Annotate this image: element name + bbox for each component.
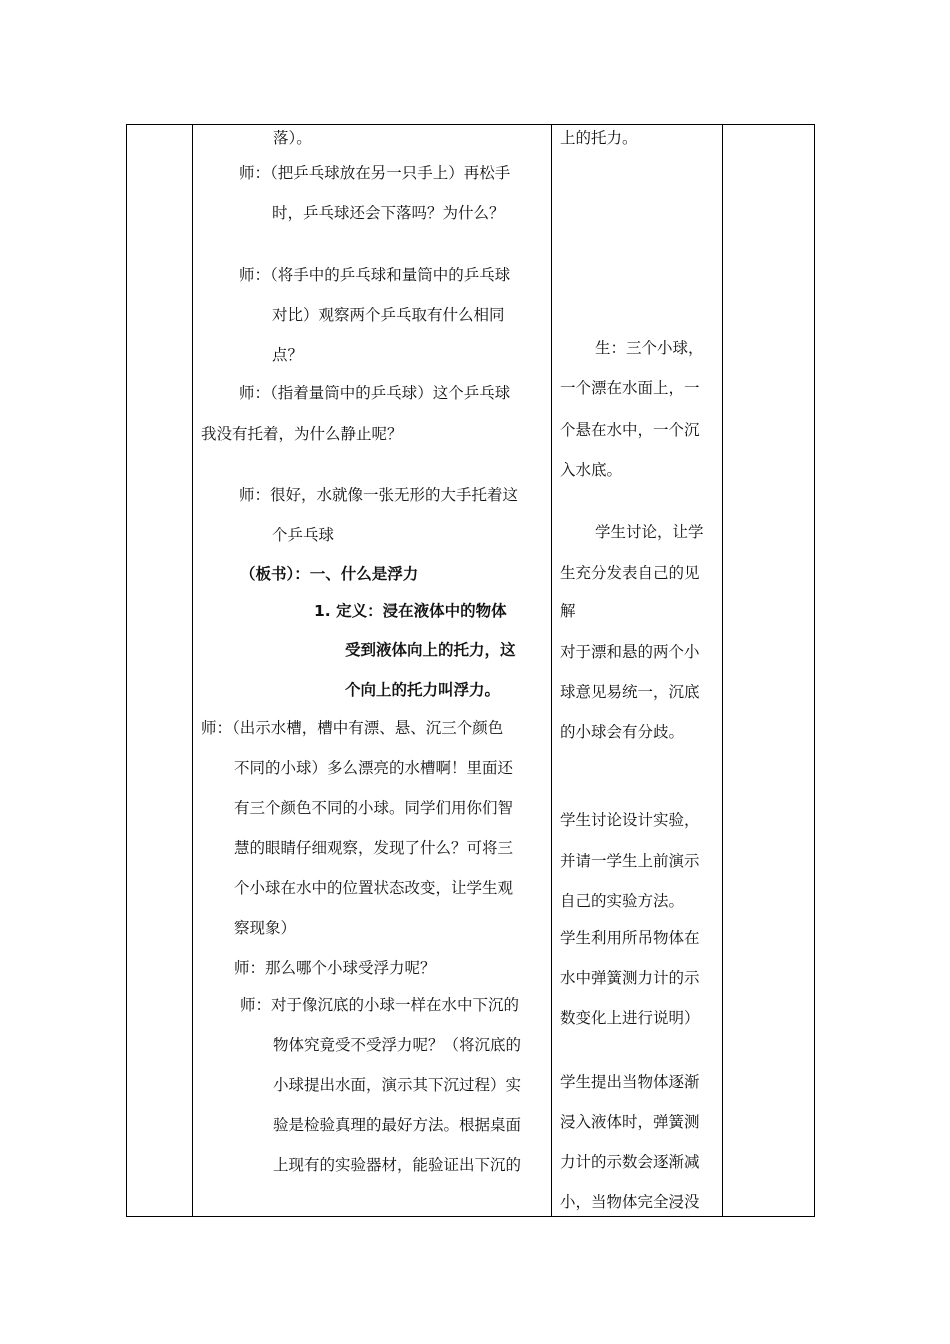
teacher-line: 小球提出水面，演示其下沉过程）实 (273, 1076, 522, 1094)
teacher-line: 师：那么哪个小球受浮力呢？ (234, 959, 436, 977)
student-line: 力计的示数会逐渐减 (560, 1153, 700, 1171)
student-line: 数变化上进行说明） (560, 1009, 700, 1027)
student-line: 水中弹簧测力计的示 (560, 969, 700, 987)
teacher-line: 验是检验真理的最好方法。根据桌面 (273, 1116, 522, 1134)
teacher-line: 上现有的实验器材，能验证出下沉的 (273, 1156, 522, 1174)
student-line: 学生讨论，让学 (595, 523, 704, 541)
teacher-line: 察现象） (234, 919, 297, 937)
teacher-line: 不同的小球）多么漂亮的水槽啊！里面还 (234, 759, 514, 777)
student-line: 对于漂和悬的两个小 (560, 643, 700, 661)
column-divider (551, 125, 552, 1216)
student-line: 生充分发表自己的见 (560, 564, 700, 582)
teacher-line: 师：对于像沉底的小球一样在水中下沉的 (240, 996, 520, 1014)
definition-line: 个向上的托力叫浮力。 (345, 681, 501, 699)
teacher-line: 师：很好，水就像一张无形的大手托着这 (239, 486, 519, 504)
student-line: 上的托力。 (560, 129, 638, 147)
teacher-line: 对比）观察两个乒乓取有什么相同 (272, 306, 505, 324)
student-line: 学生利用所吊物体在 (560, 929, 700, 947)
definition-line: 1. 定义：浸在液体中的物体 (314, 602, 507, 620)
teacher-line: 师：（出示水槽，槽中有漂、悬、沉三个颜色 (201, 719, 504, 737)
column-divider (192, 125, 193, 1216)
student-line: 一个漂在水面上，一 (560, 379, 700, 397)
student-line: 学生提出当物体逐渐 (560, 1073, 700, 1091)
student-line: 球意见易统一，沉底 (560, 683, 700, 701)
student-line: 个悬在水中，一个沉 (560, 421, 700, 439)
student-line: 并请一学生上前演示 (560, 852, 700, 870)
teacher-line: 物体究竟受不受浮力呢？（将沉底的 (273, 1036, 522, 1054)
teacher-line: 时，乒乓球还会下落吗？为什么？ (272, 204, 505, 222)
teacher-line: 落）。 (273, 129, 312, 147)
teacher-line: 师：（把乒乓球放在另一只手上）再松手 (239, 164, 511, 182)
board-heading: （板书）：一、什么是浮力 (240, 565, 419, 583)
student-line: 解 (560, 602, 576, 620)
teacher-line: 师：（将手中的乒乓球和量筒中的乒乓球 (239, 266, 511, 284)
teacher-line: 我没有托着，为什么静止呢？ (201, 425, 403, 443)
student-line: 自己的实验方法。 (560, 892, 685, 910)
student-line: 的小球会有分歧。 (560, 723, 685, 741)
definition-line: 受到液体向上的托力，这 (345, 641, 516, 659)
teacher-line: 慧的眼睛仔细观察，发现了什么？可将三 (234, 839, 514, 857)
teacher-line: 点？ (272, 346, 304, 364)
student-line: 学生讨论设计实验， (560, 811, 700, 829)
teacher-line: 个乒乓球 (272, 526, 335, 544)
student-line: 入水底。 (560, 461, 623, 479)
student-line: 小，当物体完全浸没 (560, 1193, 700, 1211)
student-line: 生：三个小球， (595, 339, 704, 357)
student-line: 浸入液体时，弹簧测 (560, 1113, 700, 1131)
teacher-line: 师：（指着量筒中的乒乓球）这个乒乓球 (239, 384, 511, 402)
teacher-line: 有三个颜色不同的小球。同学们用你们智 (234, 799, 514, 817)
teacher-line: 个小球在水中的位置状态改变，让学生观 (234, 879, 514, 897)
column-divider (722, 125, 723, 1216)
